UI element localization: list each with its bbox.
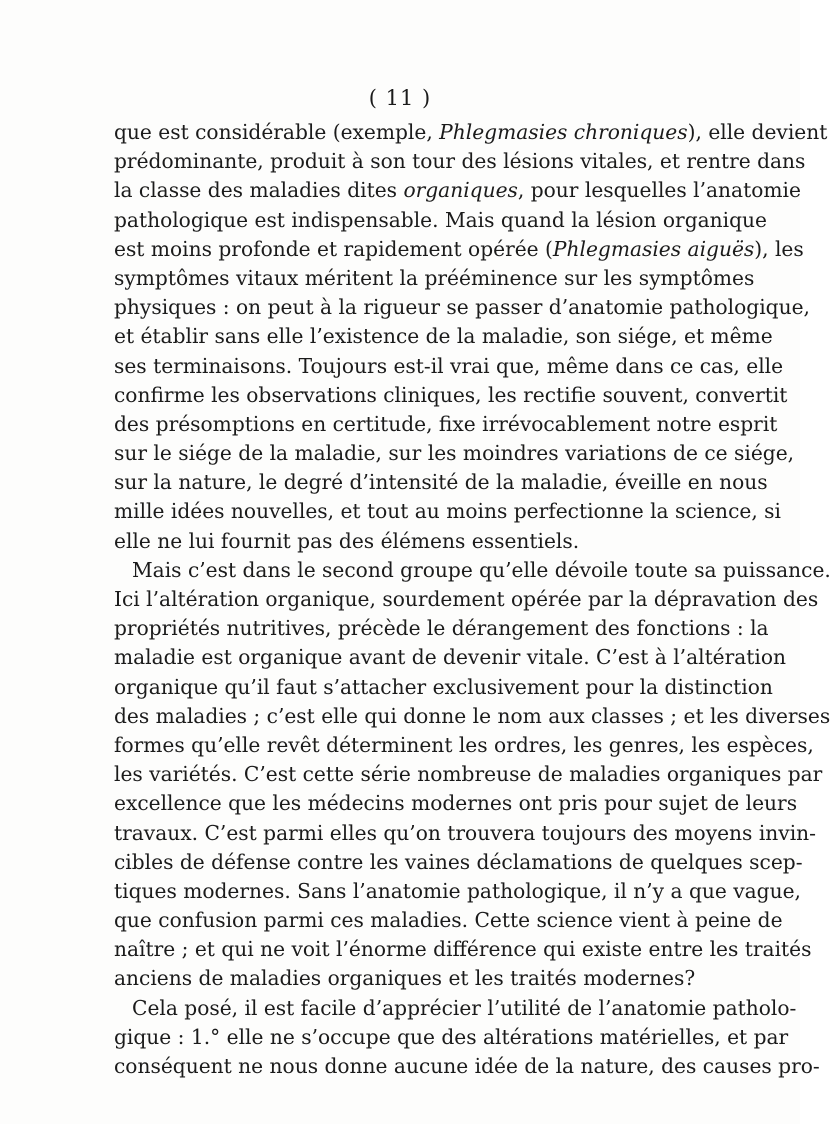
text-line <box>114 935 812 964</box>
text-span: ses terminaisons. Toujours est-il vrai que, même dans ce cas, elle <box>114 353 784 378</box>
text-span: propriétés nutritives, précède le dérangement des fonctions : la <box>114 616 769 641</box>
page-number: ( 11 ) <box>368 86 432 110</box>
text-line <box>114 1023 789 1052</box>
text-line <box>114 614 769 643</box>
text-line <box>114 877 801 906</box>
text-span: Mais c’est dans le second groupe qu’elle dévoile toute sa puissance. <box>132 557 831 582</box>
text-span: est moins profonde et rapidement opérée ( <box>114 236 553 261</box>
text-span: conséquent ne nous donne aucune idée de la nature, des causes pro- <box>114 1054 820 1078</box>
text-line <box>114 322 773 351</box>
text-span: gique : 1.° elle ne s’occupe que des altérations matérielles, et par <box>114 1024 789 1049</box>
text-span: confirme les observations cliniques, les rectifie souvent, convertit <box>114 382 788 407</box>
text-line <box>114 439 795 468</box>
text-line <box>114 964 696 993</box>
text-span: sur la nature, le degré d’intensité de la maladie, éveille en nous <box>114 470 768 495</box>
italic-span: organiques <box>403 178 518 203</box>
text-line <box>114 381 788 410</box>
italic-span: Phlegmasies aiguës <box>552 236 755 261</box>
text-span: physiques : on peut à la rigueur se passer d’anatomie pathologique, <box>114 295 810 320</box>
text-span: excellence que les médecins modernes ont pris pour sujet de leurs <box>114 791 798 816</box>
text-span: que confusion parmi ces maladies. Cette science vient à peine de <box>114 908 783 933</box>
text-span: anciens de maladies organiques et les traités modernes? <box>114 966 696 991</box>
text-line <box>114 789 798 818</box>
text-span: , pour lesquelles l’anatomie <box>517 178 801 203</box>
text-line <box>114 556 831 585</box>
text-span: sur le siége de la maladie, sur les moindres variations de ce siége, <box>114 441 795 466</box>
text-line <box>114 293 810 322</box>
text-span: pathologique est indispensable. Mais quand la lésion organique <box>114 207 767 232</box>
text-span: prédominante, produit à son tour des lésions vitales, et rentre dans <box>114 149 806 174</box>
text-line <box>114 643 787 672</box>
text-span: Ici l’altération organique, sourdement opérée par la dépravation des <box>114 587 819 611</box>
body-text <box>114 118 831 1081</box>
text-line <box>114 410 778 439</box>
text-line <box>114 731 814 760</box>
text-span: tiques modernes. Sans l’anatomie pathologique, il n’y a que vague, <box>114 878 801 903</box>
italic-span: Phlegmasies chroniques <box>439 120 688 144</box>
text-line <box>114 1052 820 1081</box>
text-line <box>114 176 801 205</box>
text-line <box>114 702 831 731</box>
text-span: la classe des maladies dites <box>114 178 404 203</box>
text-span: travaux. C’est parmi elles qu’on trouvera toujours des moyens invin- <box>114 820 816 845</box>
text-span: organique qu’il faut s’attacher exclusivement pour la distinction <box>114 674 773 699</box>
text-span: mille idées nouvelles, et tout au moins perfectionne la science, si <box>114 499 781 524</box>
text-line <box>114 235 804 264</box>
text-line <box>114 497 781 526</box>
text-line <box>114 206 767 235</box>
text-line <box>114 118 828 147</box>
text-line <box>114 147 806 176</box>
text-line <box>114 760 823 789</box>
text-line <box>114 585 819 614</box>
text-span: symptômes vitaux méritent la prééminence sur les symptômes <box>114 265 755 290</box>
text-span: et établir sans elle l’existence de la maladie, son siége, et même <box>114 324 773 349</box>
text-line <box>114 264 755 293</box>
text-line <box>114 819 816 848</box>
text-line <box>114 527 690 556</box>
text-line <box>114 673 773 702</box>
text-span: naître ; et qui ne voit l’énorme différence qui existe entre les traités <box>114 937 812 962</box>
text-span: maladie est organique avant de devenir vitale. C’est à l’altération <box>114 645 787 670</box>
text-line <box>114 352 784 381</box>
text-line <box>114 994 797 1023</box>
text-span: formes qu’elle revêt déterminent les ordres, les genres, les espèces, <box>114 732 814 757</box>
text-span: ), les <box>754 236 804 261</box>
text-span: ), elle devient <box>687 120 828 144</box>
text-line <box>114 848 803 877</box>
text-span: cibles de défense contre les vaines déclamations de quelques scep- <box>114 849 803 874</box>
text-span: que est considérable (exemple, <box>114 120 440 144</box>
text-span: des présomptions en certitude, fixe irrévocablement notre esprit <box>114 411 778 436</box>
text-span: les variétés. C’est cette série nombreuse de maladies organiques par <box>114 762 823 787</box>
text-line <box>114 468 768 497</box>
text-span: des maladies ; c’est elle qui donne le nom aux classes ; et les diverses <box>114 703 831 728</box>
text-line <box>114 906 783 935</box>
text-span: Cela posé, il est facile d’apprécier l’utilité de l’anatomie patholo- <box>132 995 797 1020</box>
text-span: elle ne lui fournit pas des élémens essentiels. <box>114 528 580 553</box>
